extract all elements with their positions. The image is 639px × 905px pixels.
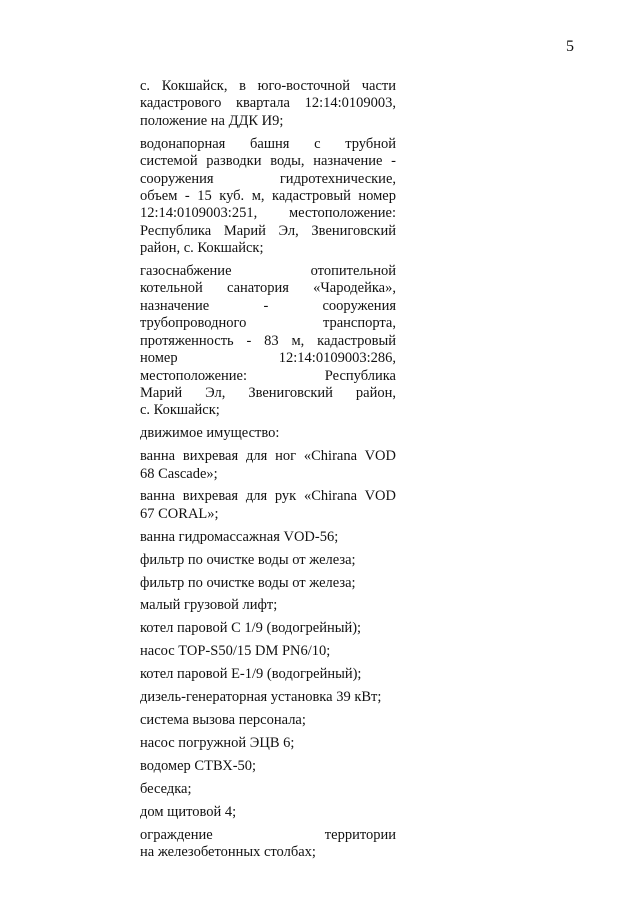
list-item (140, 529, 396, 546)
text-line: ванна вихревая для рук «Chirana VOD (140, 488, 396, 505)
text-line: с. Кокшайск, в юго-восточной части (140, 78, 396, 94)
text-line: газоснабжение отопительной (140, 263, 396, 280)
text-line: Республика Марий Эл, Звениговский (140, 222, 396, 239)
text-line: котел паровой Е-1/9 (водогрейный); (140, 666, 362, 683)
text-line: ванна гидромассажная VOD-56; (140, 528, 339, 545)
list-item (140, 620, 396, 637)
text-line: ванна вихревая для ног «Chirana VOD (140, 448, 396, 465)
list-item (140, 136, 396, 258)
text-line: малый грузовой лифт; (140, 597, 278, 614)
text-line: сооружения гидротехнические, (140, 170, 396, 187)
text-line: водонапорная башня с трубной (140, 135, 396, 152)
text-line: насос TOP-S50/15 DM PN6/10; (140, 643, 331, 660)
text-line: район, с. Кокшайск; (140, 240, 264, 257)
text-line: положение на ДДК И9; (140, 112, 284, 129)
list-item (140, 488, 396, 523)
list-item (140, 597, 396, 614)
text-line: на железобетонных столбах; (140, 843, 316, 860)
list-item (140, 263, 396, 420)
text-line: системой разводки воды, назначение - (140, 153, 396, 170)
list-item (140, 689, 396, 706)
text-line: ограждение территории (140, 826, 396, 843)
list-item (140, 712, 396, 729)
text-line: котельной санатория «Чародейка», (140, 280, 396, 297)
text-line: номер 12:14:0109003:286, (140, 350, 396, 367)
text-line: движимое имущество: (140, 425, 280, 442)
text-line: дизель-генераторная установка 39 кВт; (140, 689, 382, 706)
text-line: фильтр по очистке воды от железа; (140, 574, 356, 591)
text-line: с. Кокшайск; (140, 402, 220, 419)
text-line: дом щитовой 4; (140, 803, 237, 820)
text-line: беседка; (140, 780, 192, 797)
text-line: трубопроводного транспорта, (140, 315, 396, 332)
property-list (140, 78, 396, 867)
text-line: назначение - сооружения (140, 297, 396, 314)
list-item (140, 735, 396, 752)
text-line: фильтр по очистке воды от железа; (140, 551, 356, 568)
text-line: кадастрового квартала 12:14:0109003, (140, 95, 396, 112)
list-item (140, 425, 396, 442)
list-item (140, 575, 396, 592)
text-line: 67 CORAL»; (140, 505, 219, 522)
text-line: Марий Эл, Звениговский район, (140, 384, 396, 401)
text-line: насос погружной ЭЦВ 6; (140, 734, 295, 751)
text-line: протяженность - 83 м, кадастровый (140, 332, 396, 349)
list-item (140, 781, 396, 798)
list-item (140, 827, 396, 862)
text-line: 68 Cascade»; (140, 465, 218, 482)
list-item (140, 448, 396, 483)
text-line: местоположение: Республика (140, 367, 396, 384)
list-item (140, 552, 396, 569)
text-line: 12:14:0109003:251, местоположение: (140, 205, 396, 222)
list-item (140, 758, 396, 775)
text-line: котел паровой С 1/9 (водогрейный); (140, 620, 362, 637)
list-item (140, 643, 396, 660)
text-line: водомер СТВХ-50; (140, 757, 257, 774)
list-item (140, 804, 396, 821)
text-line: объем - 15 куб. м, кадастровый номер (140, 187, 396, 204)
list-item (140, 78, 396, 130)
list-item (140, 666, 396, 683)
text-line: система вызова персонала; (140, 712, 306, 728)
page-number: 5 (566, 38, 574, 55)
